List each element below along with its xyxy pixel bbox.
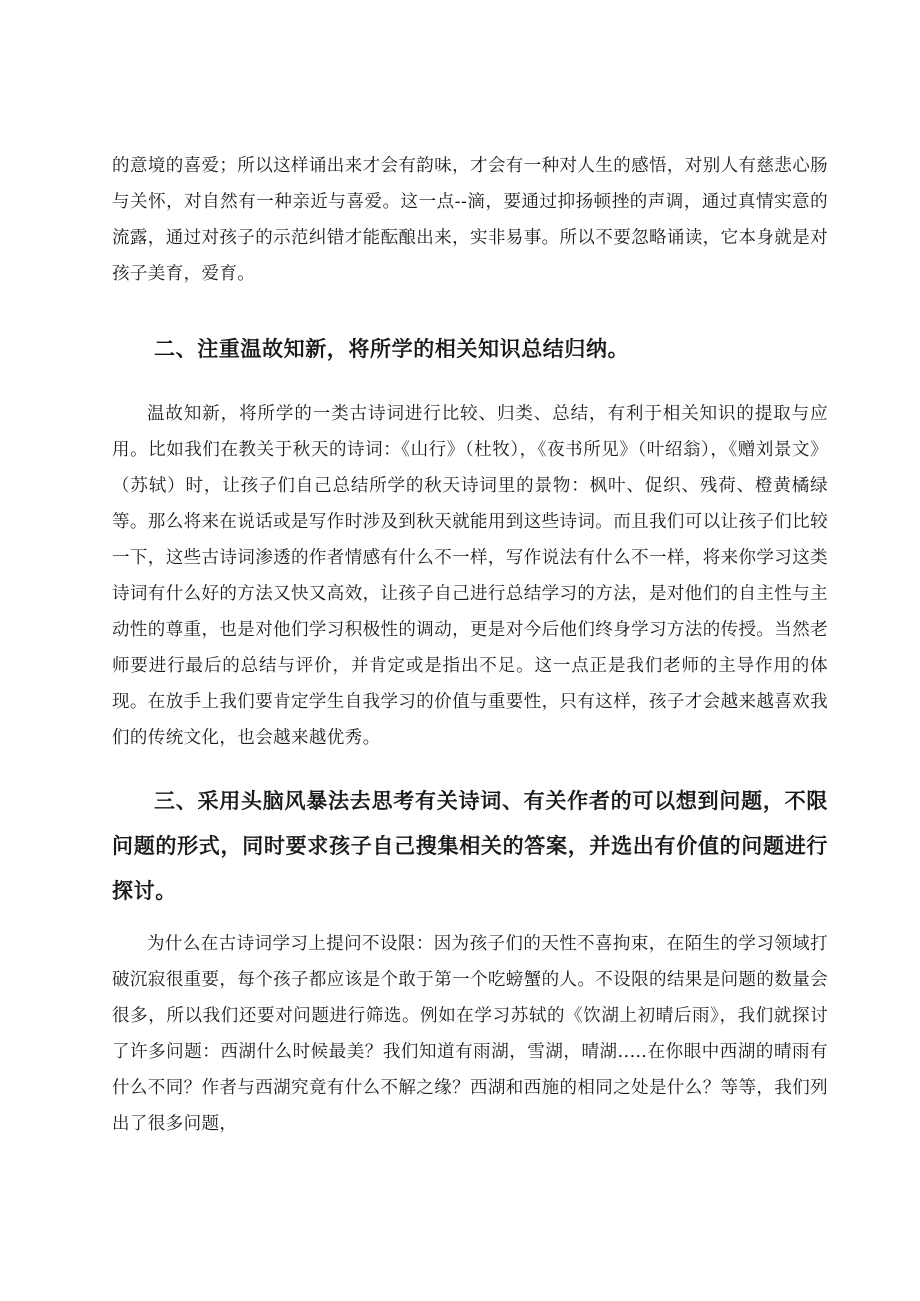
section-heading-2: 二、注重温故知新，将所学的相关知识总结归纳。 [154, 336, 630, 361]
body-paragraph-3: 为什么在古诗词学习上提问不设限：因为孩子们的天性不喜拘束，在陌生的学习领域打破沉寂很重要，每个孩子都应该是个敢于第一个吃螃蟹的人。不设限的结果是问题的数量会很多，所以我们还要对问题进行筛选。例如在学习苏轼的《饮湖上初晴后雨》，我们就探讨了许多问题：西湖什么时候最美？我们知道有雨湖，雪湖，晴湖..…在你眼中西湖的晴雨有什么不同？作者与西湖究竟有什么不解之缘？西湖和西施的相同之处是什么？等等，我们列出了很多问题， [112, 934, 828, 1134]
section-heading-3: 三、采用头脑风暴法去思考有关诗词、有关作者的可以想到问题，不限问题的形式，同时要求孩子自己搜集相关的答案，并选出有价值的问题进行探讨。 [112, 788, 828, 903]
body-paragraph-2: 温故知新，将所学的一类古诗词进行比较、归类、总结，有利于相关知识的提取与应用。比如我们在教关于秋天的诗词：《山行》（杜牧），《夜书所见》（叶绍翁），《赠刘景文》（苏轼）时，让孩子们自己总结所学的秋天诗词里的景物：枫叶、促织、残荷、橙黄橘绿等。那么将来在说话或是写作时涉及到秋天就能用到这些诗词。而且我们可以让孩子们比较一下，这些古诗词渗透的作者情感有什么不一样，写作说法有什么不一样，将来你学习这类诗词有什么好的方法又快又高效，让孩子自己进行总结学习的方法，是对他们的自主性与主动性的尊重，也是对他们学习积极性的调动，更是对今后他们终身学习方法的传授。当然老师要进行最后的总结与评价，并肯定或是指出不足。这一点正是我们老师的主导作用的体现。在放手上我们要肯定学生自我学习的价值与重要性，只有这样，孩子才会越来越喜欢我们的传统文化，也会越来越优秀。 [112, 404, 828, 748]
body-paragraph-continued: 的意境的喜爱；所以这样诵出来才会有韵味，才会有一种对人生的感悟，对别人有慈悲心肠与关怀，对自然有一种亲近与喜爱。这一点--滴，要通过抑扬顿挫的声调，通过真情实意的流露，通过对孩子的示范纠错才能酝酿出来，实非易事。所以不要忽略诵读，它本身就是对孩子美育，爱育。 [112, 156, 828, 284]
